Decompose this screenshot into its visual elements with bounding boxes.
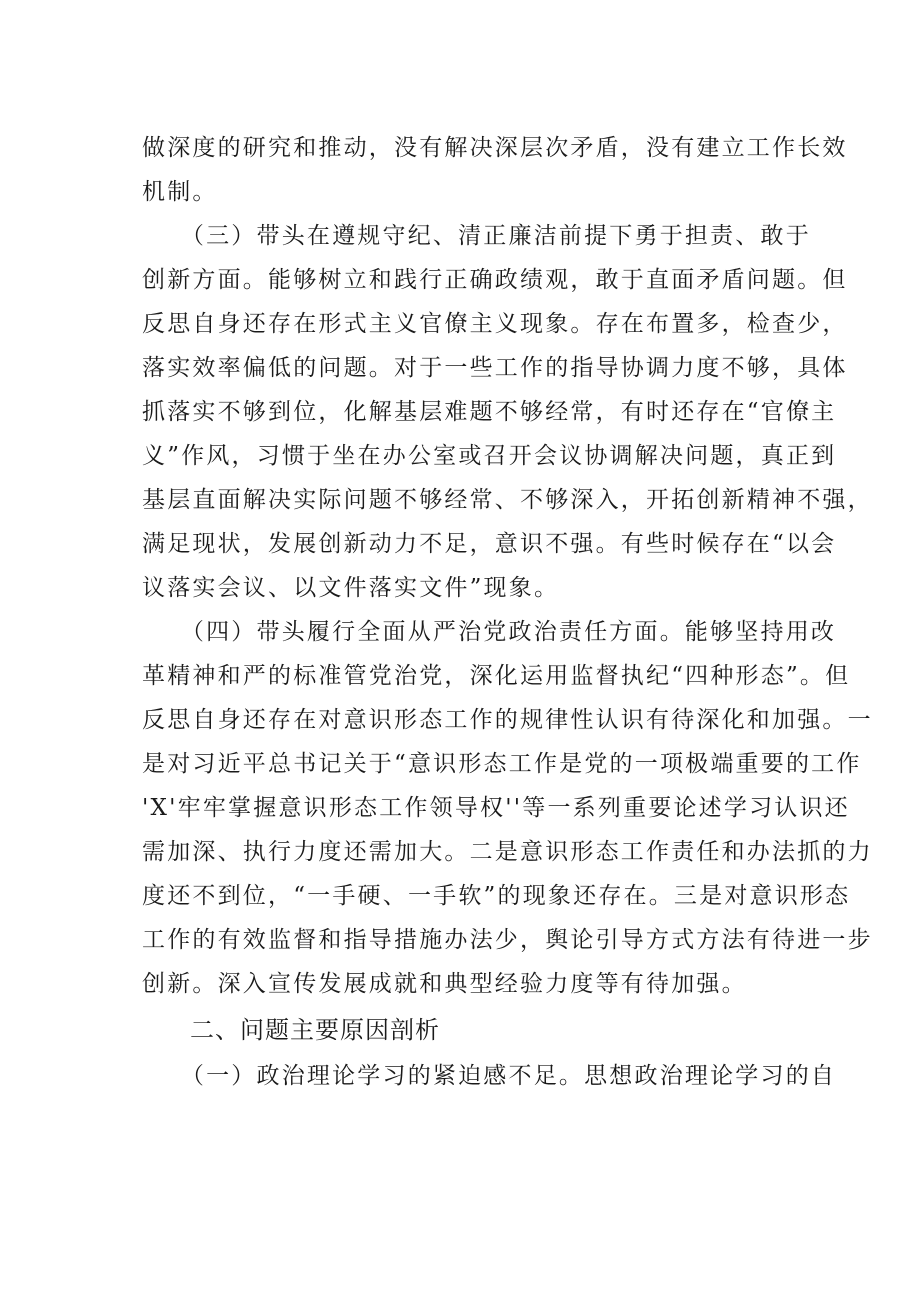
paragraph-line: 是对习近平总书记关于“意识形态工作是党的一项极端重要的工作 bbox=[142, 751, 862, 777]
paragraph-line: 反思自身还存在对意识形态工作的规律性认识有待深化和加强。一 bbox=[142, 707, 873, 733]
paragraph-line: 创新。深入宣传发展成就和典型经验力度等有待加强。 bbox=[142, 971, 747, 997]
document-body bbox=[142, 126, 873, 1098]
paragraph-line: 做深度的研究和推动，没有解决深层次矛盾，没有建立工作长效 bbox=[142, 135, 848, 161]
paragraph-line: （四）带头履行全面从严治党政治责任方面。能够坚持用改 bbox=[142, 619, 837, 645]
paragraph-line: 基层直面解决实际问题不够经常、不够深入，开拓创新精神不强， bbox=[142, 487, 873, 513]
paragraph-line: 义”作风，习惯于坐在办公室或召开会议协调解决问题，真正到 bbox=[142, 443, 837, 469]
paragraph-line: 反思自身还存在形式主义官僚主义现象。存在布置多，检查少， bbox=[142, 311, 848, 337]
paragraph-line: 需加深、执行力度还需加大。二是意识形态工作责任和办法抓的力 bbox=[142, 839, 873, 865]
paragraph-line: 抓落实不够到位，化解基层难题不够经常，有时还存在“官僚主 bbox=[142, 399, 837, 425]
paragraph-line: 工作的有效监督和指导措施办法少，舆论引导方式方法有待进一步 bbox=[142, 927, 873, 953]
paragraph-line: 度还不到位，“一手硬、一手软”的现象还存在。三是对意识形态 bbox=[142, 883, 851, 909]
paragraph-line: 满足现状，发展创新动力不足，意识不强。有些时候存在“以会 bbox=[142, 531, 837, 557]
paragraph-line: 创新方面。能够树立和践行正确政绩观，敢于直面矛盾问题。但 bbox=[142, 267, 848, 293]
paragraph-line: 落实效率偏低的问题。对于一些工作的指导协调力度不够，具体 bbox=[142, 355, 848, 381]
paragraph-line: 机制。 bbox=[142, 179, 218, 205]
paragraph-line: 革精神和严的标准管党治党，深化运用监督执纪“四种形态”。但 bbox=[142, 663, 851, 689]
paragraph-line: （一）政治理论学习的紧迫感不足。思想政治理论学习的自 bbox=[142, 1063, 837, 1089]
paragraph-line: 'X'牢牢掌握意识形态工作领导权''等一系列重要论述学习认识还 bbox=[142, 795, 850, 821]
section-heading: 二、问题主要原因剖析 bbox=[190, 1016, 440, 1044]
paragraph-line: （三）带头在遵规守纪、清正廉洁前提下勇于担责、敢于 bbox=[142, 223, 811, 249]
paragraph-line: 议落实会议、以文件落实文件”现象。 bbox=[142, 575, 560, 601]
